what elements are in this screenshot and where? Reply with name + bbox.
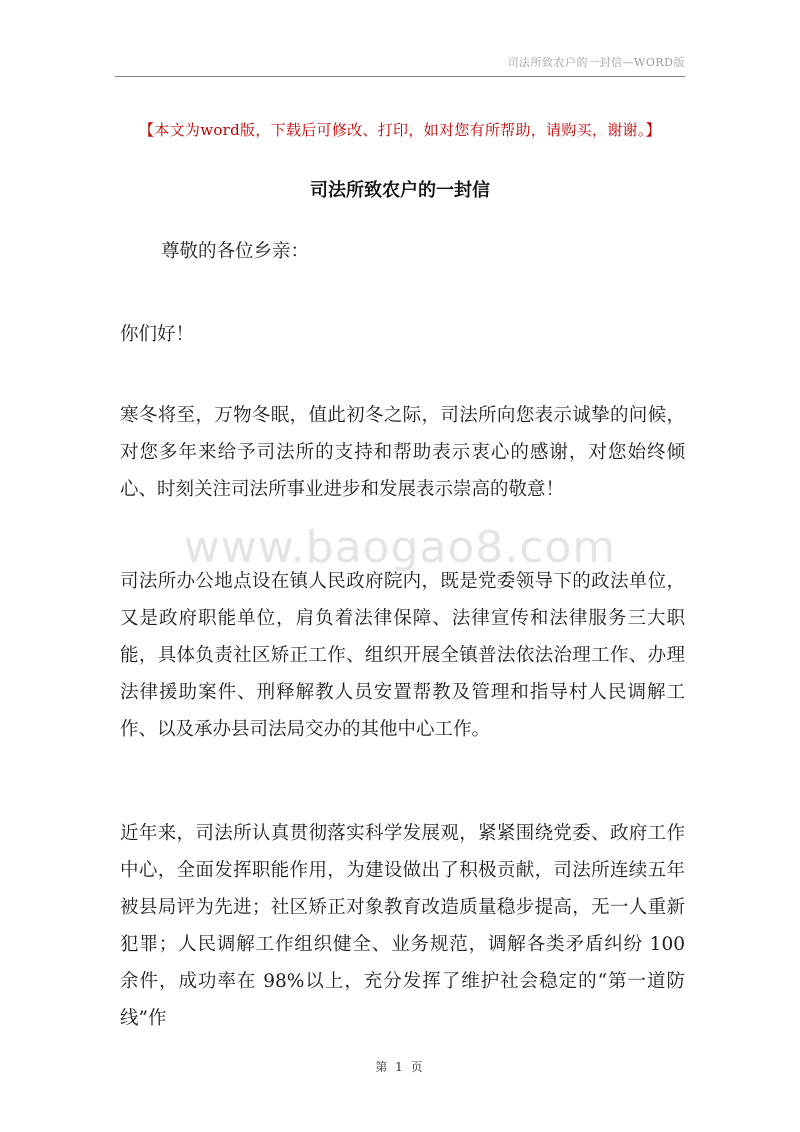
document-title: 司法所致农户的一封信 [310, 180, 490, 201]
greeting: 你们好！ [120, 324, 195, 345]
watermark: www.baogao8.com [183, 522, 617, 573]
paragraph: 寒冬将至，万物冬眠，值此初冬之际，司法所向您表示诚挚的问候，对您多年来给予司法所的支持和帮助表示衷心的感谢，对您始终倾心、时刻关注司法所事业进步和发展表示崇高的敬意！ [120, 405, 685, 500]
salutation: 尊敬的各位乡亲： [161, 241, 310, 262]
paragraph: 司法所办公地点设在镇人民政府院内，既是党委领导下的政法单位，又是政府职能单位，肩负着法律保障、法律宣传和法律服务三大职能，具体负责社区矫正工作、组织开展全镇普法依法治理工作、办理法律援助案件、刑释解教人员安置帮教及管理和指导村人民调解工作、以及承办县司法局交办的其他中心工作。 [120, 571, 685, 740]
purchase-notice: 【本文为word版，下载后可修改、打印，如对您有所帮助，请购买，谢谢。】 [139, 121, 661, 139]
page-number: 第 1 页 [375, 1060, 425, 1074]
paragraph: 近年来，司法所认真贯彻落实科学发展观，紧紧围绕党委、政府工作中心，全面发挥职能作用，为建设做出了积极贡献，司法所连续五年被县局评为先进；社区矫正对象教育改造质量稳步提高，无一人重新犯罪；人民调解工作组织健全、业务规范，调解各类矛盾纠纷 100 余件，成功率在 98%以上，充分发挥了维护社会稳定的“第一道防线”作 [120, 823, 685, 1029]
running-header: 司法所致农户的一封信—WORD版 [507, 56, 685, 69]
header-divider [115, 76, 685, 77]
